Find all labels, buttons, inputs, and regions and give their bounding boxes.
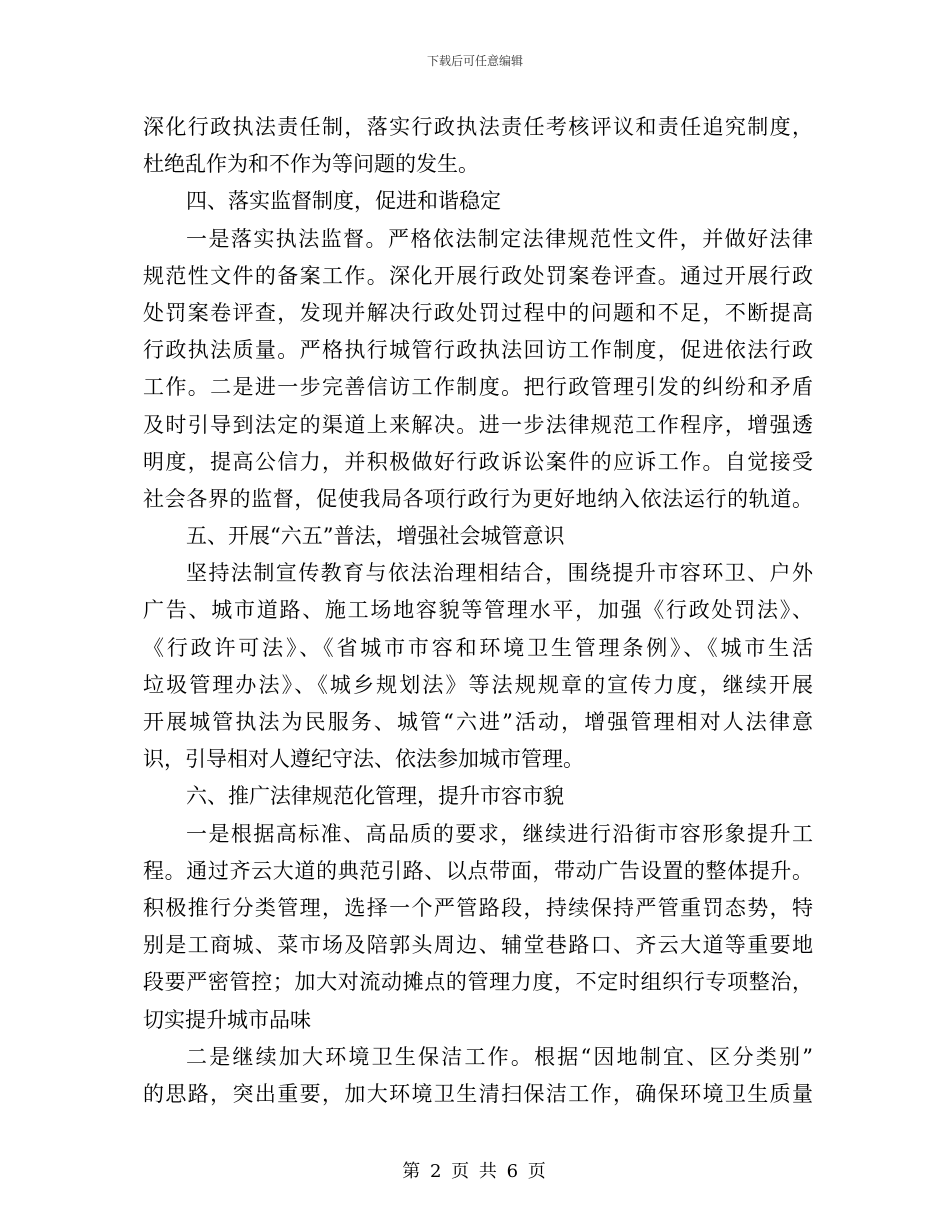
paragraph-line: 处罚案卷评查，发现并解决行政处罚过程中的问题和不足，不断提高 xyxy=(143,300,813,325)
paragraph-line: 垃圾管理办法》、《城乡规划法》等法规规章的宣传力度，继续开展 xyxy=(143,672,813,697)
paragraph-line: 规范性文件的备案工作。深化开展行政处罚案卷评查。通过开展行政 xyxy=(143,263,813,288)
paragraph-line: 一是根据高标准、高品质的要求，继续进行沿街市容形象提升工 xyxy=(186,821,813,846)
paragraph-line: 明度，提高公信力，并积极做好行政诉讼案件的应诉工作。自觉接受 xyxy=(143,449,813,474)
document-body xyxy=(143,109,813,1113)
paragraph-line: 深化行政执法责任制，落实行政执法责任考核评议和责任追究制度， xyxy=(143,115,813,139)
section-heading: 四、落实监督制度，促进和谐稳定 xyxy=(186,189,501,214)
page-header: 下载后可任意编辑 xyxy=(426,54,523,68)
paragraph-line: 识，引导相对人遵纪守法、依法参加城市管理。 xyxy=(143,747,584,772)
paragraph-line: 积极推行分类管理，选择一个严管路段，持续保持严管重罚态势，特 xyxy=(143,895,813,920)
paragraph-line: 社会各界的监督，促使我局各项行政行为更好地纳入依法运行的轨道。 xyxy=(143,486,813,511)
paragraph-line: 杜绝乱作为和不作为等问题的发生。 xyxy=(143,152,479,177)
paragraph-line: 别是工商城、菜市场及陪郭头周边、辅堂巷路口、齐云大道等重要地 xyxy=(143,933,813,958)
section-heading: 五、开展“六五”普法，增强社会城管意识 xyxy=(186,524,565,549)
paragraph-line: 段要严密管控；加大对流动摊点的管理力度，不定时组织行专项整治， xyxy=(143,970,813,995)
paragraph-line: 工作。二是进一步完善信访工作制度。把行政管理引发的纠纷和矛盾 xyxy=(143,375,813,400)
section-heading: 六、推广法律规范化管理，提升市容市貌 xyxy=(186,784,564,809)
paragraph-line: 广告、城市道路、施工场地容貌等管理水平，加强《行政处罚法》、 xyxy=(143,598,813,623)
paragraph-line: 二是继续加大环境卫生保洁工作。根据“因地制宜、区分类别” xyxy=(186,1044,813,1069)
page-number-footer: 第 2 页 共 6 页 xyxy=(402,1161,548,1182)
paragraph-line: 程。通过齐云大道的典范引路、以点带面，带动广告设置的整体提升。 xyxy=(143,858,813,883)
paragraph-line: 一是落实执法监督。严格依法制定法律规范性文件，并做好法律 xyxy=(186,226,813,251)
paragraph-line: 开展城管执法为民服务、城管“六进”活动，增强管理相对人法律意 xyxy=(143,710,813,734)
paragraph-line: 切实提升城市品味 xyxy=(143,1007,311,1032)
paragraph-line: 的思路，突出重要，加大环境卫生清扫保洁工作，确保环境卫生质量 xyxy=(143,1081,813,1106)
paragraph-line: 《行政许可法》、《省城市市容和环境卫生管理条例》、《城市生活 xyxy=(143,635,813,660)
paragraph-line: 及时引导到法定的渠道上来解决。进一步法律规范工作程序，增强透 xyxy=(143,412,813,437)
paragraph-line: 行政执法质量。严格执行城管行政执法回访工作制度，促进依法行政 xyxy=(143,338,813,363)
paragraph-line: 坚持法制宣传教育与依法治理相结合，围绕提升市容环卫、户外 xyxy=(186,561,813,586)
